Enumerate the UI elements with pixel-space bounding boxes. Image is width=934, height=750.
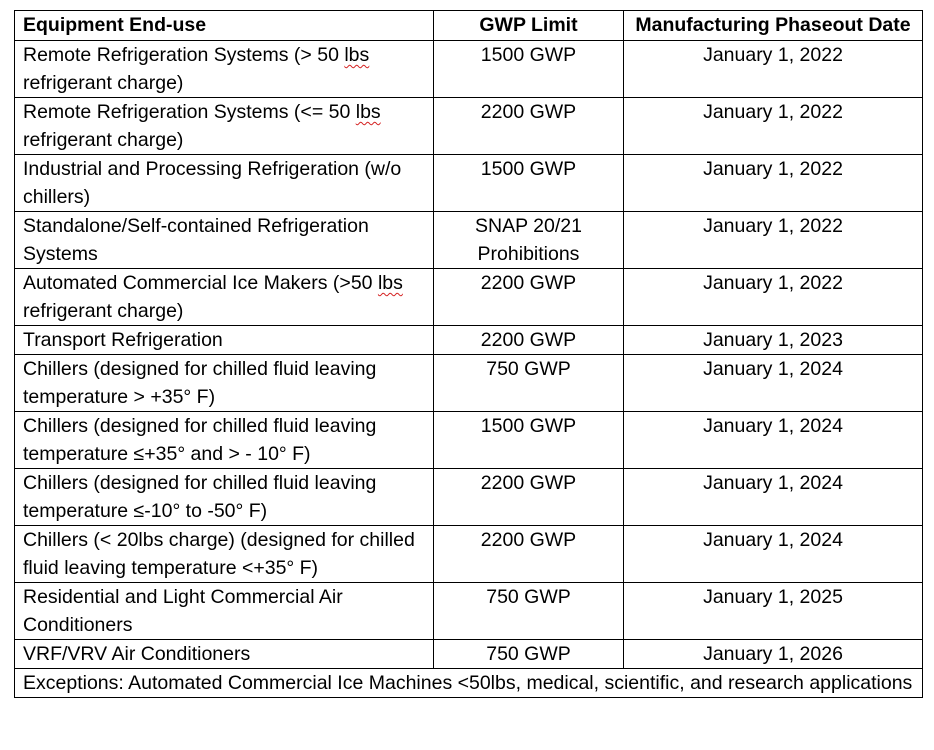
end-use-cell: Remote Refrigeration Systems (> 50 lbs refrigerant charge)	[15, 41, 434, 98]
end-use-cell: Chillers (designed for chilled fluid leaving temperature ≤+35° and > - 10° F)	[15, 412, 434, 469]
date-cell: January 1, 2025	[624, 583, 923, 640]
date-cell: January 1, 2022	[624, 212, 923, 269]
table-row	[15, 269, 923, 326]
spellcheck-flagged-word: lbs	[344, 44, 370, 66]
date-cell: January 1, 2024	[624, 469, 923, 526]
table-row	[15, 640, 923, 669]
table-row	[15, 469, 923, 526]
gwp-cell: 1500 GWP	[434, 412, 624, 469]
end-use-cell: Industrial and Processing Refrigeration (w/o chillers)	[15, 155, 434, 212]
table-row	[15, 98, 923, 155]
end-use-cell: Chillers (< 20lbs charge) (designed for chilled fluid leaving temperature <+35° F)	[15, 526, 434, 583]
header-phaseout-date: Manufacturing Phaseout Date	[624, 11, 923, 41]
spellcheck-flagged-word: lbs	[377, 272, 403, 294]
table-row	[15, 326, 923, 355]
gwp-cell: 750 GWP	[434, 583, 624, 640]
end-use-cell: Chillers (designed for chilled fluid leaving temperature ≤-10° to -50° F)	[15, 469, 434, 526]
date-cell: January 1, 2022	[624, 155, 923, 212]
exceptions-note: Exceptions: Automated Commercial Ice Machines <50lbs, medical, scientific, and research applications	[15, 669, 923, 698]
table-row	[15, 583, 923, 640]
end-use-cell: Transport Refrigeration	[15, 326, 434, 355]
date-cell: January 1, 2024	[624, 412, 923, 469]
gwp-cell: 2200 GWP	[434, 469, 624, 526]
gwp-cell: 1500 GWP	[434, 41, 624, 98]
phaseout-table	[14, 10, 923, 698]
gwp-cell: 1500 GWP	[434, 155, 624, 212]
gwp-cell: 750 GWP	[434, 640, 624, 669]
table-row	[15, 526, 923, 583]
header-equipment-end-use: Equipment End-use	[15, 11, 434, 41]
gwp-cell: 2200 GWP	[434, 98, 624, 155]
table-row	[15, 355, 923, 412]
table-row	[15, 155, 923, 212]
exceptions-row	[15, 669, 923, 698]
date-cell: January 1, 2026	[624, 640, 923, 669]
date-cell: January 1, 2023	[624, 326, 923, 355]
spellcheck-flagged-word: lbs	[355, 101, 381, 123]
end-use-cell: Automated Commercial Ice Makers (>50 lbs refrigerant charge)	[15, 269, 434, 326]
date-cell: January 1, 2022	[624, 98, 923, 155]
table-row	[15, 212, 923, 269]
header-row	[15, 11, 923, 41]
date-cell: January 1, 2024	[624, 355, 923, 412]
date-cell: January 1, 2022	[624, 41, 923, 98]
gwp-cell: 750 GWP	[434, 355, 624, 412]
table-row	[15, 41, 923, 98]
end-use-cell: Standalone/Self-contained Refrigeration Systems	[15, 212, 434, 269]
end-use-cell: Residential and Light Commercial Air Conditioners	[15, 583, 434, 640]
table-row	[15, 412, 923, 469]
end-use-cell: VRF/VRV Air Conditioners	[15, 640, 434, 669]
gwp-cell: SNAP 20/21 Prohibitions	[434, 212, 624, 269]
date-cell: January 1, 2022	[624, 269, 923, 326]
end-use-cell: Remote Refrigeration Systems (<= 50 lbs refrigerant charge)	[15, 98, 434, 155]
date-cell: January 1, 2024	[624, 526, 923, 583]
gwp-cell: 2200 GWP	[434, 326, 624, 355]
header-gwp-limit: GWP Limit	[434, 11, 624, 41]
gwp-cell: 2200 GWP	[434, 269, 624, 326]
end-use-cell: Chillers (designed for chilled fluid leaving temperature > +35° F)	[15, 355, 434, 412]
gwp-cell: 2200 GWP	[434, 526, 624, 583]
